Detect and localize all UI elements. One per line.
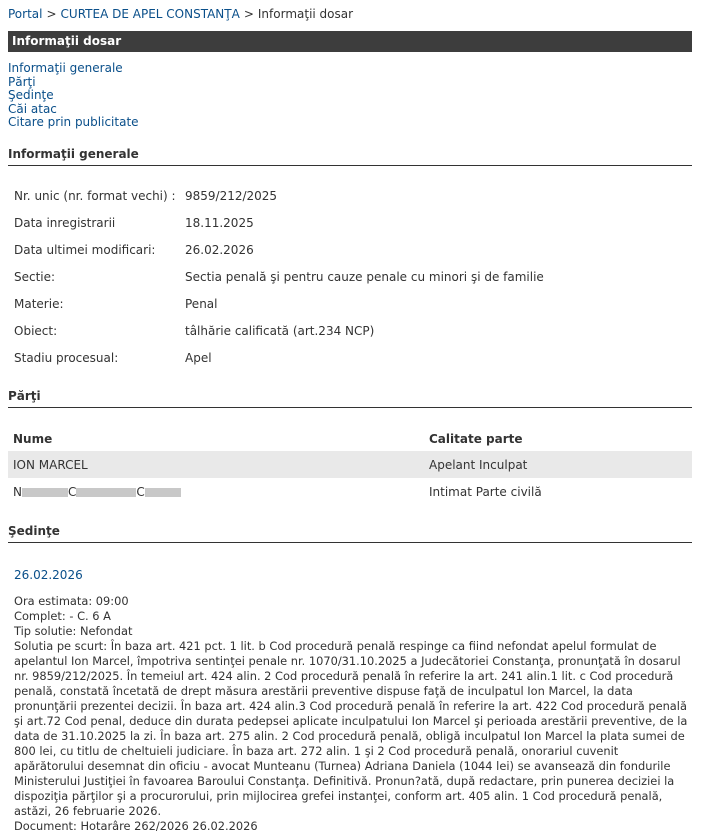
redaction-bar xyxy=(22,488,68,497)
info-row-sectie xyxy=(14,270,544,284)
info-value: Sectia penală şi pentru cauze penale cu minori şi de familie xyxy=(185,270,544,284)
table-row xyxy=(8,478,692,505)
info-label: Data inregistrarii xyxy=(14,216,116,230)
column-header-nume: Nume xyxy=(13,431,53,446)
sedinta-details xyxy=(14,594,689,834)
complet: Complet: - C. 6 A xyxy=(14,609,111,623)
info-row-obiect xyxy=(14,324,374,338)
nav-link-sedinte[interactable]: Şedinţe xyxy=(8,88,54,102)
nav-link-informatii-generale[interactable]: Informaţii generale xyxy=(8,61,123,75)
table-row xyxy=(8,451,692,478)
info-label: Nr. unic (nr. format vechi) : xyxy=(14,189,176,203)
general-heading: Informaţii generale xyxy=(8,147,692,166)
page-title: Informaţii dosar xyxy=(8,31,692,52)
sedinte-heading: Şedinţe xyxy=(8,524,692,543)
parti-table xyxy=(8,426,692,505)
redaction-bar xyxy=(145,488,181,497)
party-name: ION MARCEL xyxy=(8,451,424,478)
name-initial: C xyxy=(136,484,145,499)
ora-estimata: Ora estimata: 09:00 xyxy=(14,594,129,608)
solutie-text: Solutia pe scurt: În baza art. 421 pct. 1 lit. b Cod procedură penală respinge ca fiind nefondat apelul formulat de apelantul Ion Marcel, împotriva sentinţei penale nr. 1070/31.10.2025 a Judecătoriei Constanţa, pronunţată în dosarul nr. 9859/212/2025. În temeiul art. 424 alin. 2 Cod procedură penală în referire la art. 241 alin.1 lit. c Cod procedură penală, constată încetată de drept măsura arestării preventive dispuse faţă de inculpatul Ion Marcel, la data pronunţării prezentei decizii. În baza art. 424 alin.3 Cod procedură penală în referire la art. 422 Cod procedură penală şi art.72 Cod penal, deduce din durata pedepsei aplicate inculpatului Ion Marcel şi perioada arestării preventive, de la data de 31.10.2025 la zi. În baza art. 275 alin. 2 Cod procedură penală, obligă inculpatul Ion Marcel la plata sumei de 800 lei, cu titlu de cheltuieli judiciare. În baza art. 272 alin. 1 şi 2 Cod procedură penală, onorariul cuvenit apărătorului desemnat din oficiu - avocat Munteanu (Turnea) Adriana Daniela (1044 lei) se avansează din fondurile Ministerului Justiţiei în favoarea Baroului Constanţa. Definitivă. Pronun?ată, după redactare, prin punerea deciziei la dispoziţia părţilor şi a procurorului, prin mijlocirea grefei instanţei, conform art. 405 alin. 1 Cod procedură penală, astăzi, 26 februarie 2026. xyxy=(14,639,688,818)
nav-link-parti[interactable]: Părţi xyxy=(8,74,36,89)
column-header-calitate: Calitate parte xyxy=(429,431,523,446)
table-header-row xyxy=(8,426,692,451)
breadcrumb-court-link[interactable]: CURTEA DE APEL CONSTANŢA xyxy=(60,7,240,21)
info-label: Materie: xyxy=(14,297,64,311)
info-value: 9859/212/2025 xyxy=(185,189,278,203)
info-label: Data ultimei modificari: xyxy=(14,243,156,257)
breadcrumb xyxy=(8,7,353,21)
redaction-bar xyxy=(76,488,136,497)
info-value: Apel xyxy=(185,351,212,365)
info-value: Penal xyxy=(185,297,218,311)
breadcrumb-portal-link[interactable]: Portal xyxy=(8,7,43,21)
sedinta-date: 26.02.2026 xyxy=(14,568,83,582)
info-value: tâlhărie calificată (art.234 NCP) xyxy=(185,324,375,338)
info-label: Sectie: xyxy=(14,270,56,284)
info-row-stadiu xyxy=(14,351,212,365)
party-role: Apelant Inculpat xyxy=(424,451,692,478)
info-value: 18.11.2025 xyxy=(185,216,254,230)
breadcrumb-separator: > xyxy=(243,7,254,21)
info-label: Stadiu procesual: xyxy=(14,351,119,365)
info-value: 26.02.2026 xyxy=(185,243,254,257)
document-ref: Document: Hotarâre 262/2026 26.02.2026 xyxy=(14,819,258,833)
party-name-redacted xyxy=(8,478,424,505)
section-nav xyxy=(8,62,139,130)
info-row-nr-unic xyxy=(14,189,277,203)
name-initial: C xyxy=(67,484,77,499)
info-row-data-modificari xyxy=(14,243,254,257)
info-row-data-inregistrarii xyxy=(14,216,254,230)
nav-link-citare[interactable]: Citare prin publicitate xyxy=(8,115,139,129)
parti-heading: Părţi xyxy=(8,389,692,408)
info-row-materie xyxy=(14,297,217,311)
party-role: Intimat Parte civilă xyxy=(429,484,542,499)
breadcrumb-separator: > xyxy=(46,7,57,21)
info-label: Obiect: xyxy=(14,324,58,338)
breadcrumb-current: Informaţii dosar xyxy=(257,7,354,21)
nav-link-cai-atac[interactable]: Căi atac xyxy=(8,101,57,116)
name-initial: N xyxy=(13,484,22,499)
tip-solutie: Tip solutie: Nefondat xyxy=(14,624,133,638)
